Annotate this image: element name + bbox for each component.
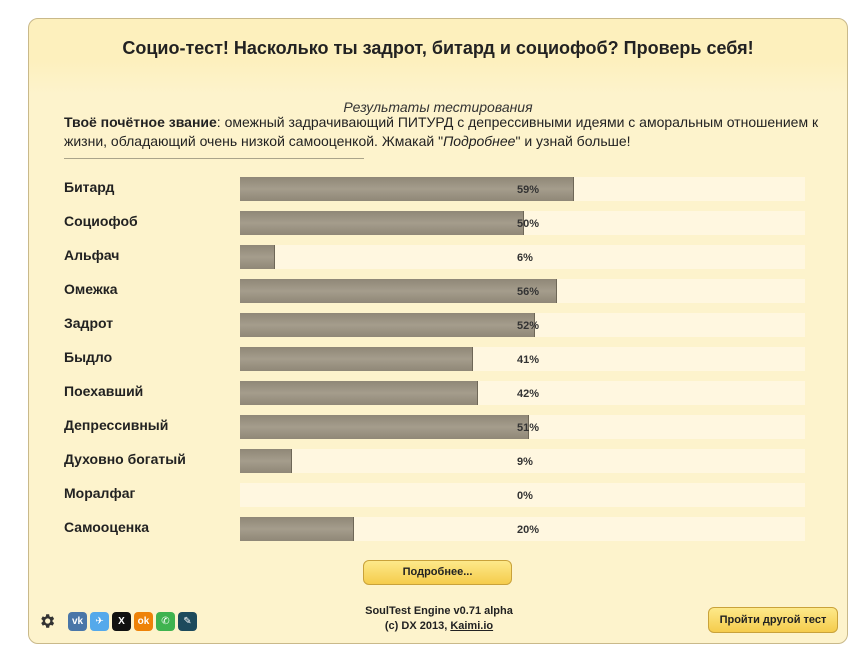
result-bar [240, 347, 473, 371]
result-bar [240, 245, 275, 269]
kaimi-link[interactable]: Kaimi.io [450, 620, 494, 632]
telegram-icon[interactable]: ✈ [90, 612, 109, 631]
result-label: Моралфаг [64, 485, 136, 501]
result-row [64, 516, 804, 550]
more-button[interactable]: Подробнее... [363, 560, 512, 585]
result-row [64, 482, 804, 516]
result-bar-track [240, 483, 805, 507]
rank-description: : омежный задрачивающий ПИТУРД с депрессивными идеями с аморальным отношением к жизни, обладающий очень низкой самооценкой. Жмакай " [64, 114, 819, 149]
result-row [64, 176, 804, 210]
result-label: Альфач [64, 247, 120, 263]
result-bar-track [240, 279, 805, 303]
result-bar [240, 279, 557, 303]
copyright-text: (c) DX 2013, [384, 620, 451, 632]
result-percent: 41% [517, 354, 540, 366]
whatsapp-icon[interactable]: ✆ [156, 612, 175, 631]
result-row [64, 380, 804, 414]
result-label: Задрот [64, 315, 114, 331]
result-label: Быдло [64, 349, 113, 365]
result-bar [240, 415, 529, 439]
result-row [64, 210, 804, 244]
results-subtitle: Результаты тестирования [343, 99, 533, 115]
result-bar-track [240, 517, 805, 541]
result-bar-track [240, 415, 805, 439]
result-label: Битард [64, 179, 115, 195]
result-bar-track [240, 381, 805, 405]
result-label: Социофоб [64, 213, 138, 229]
results-chart [64, 176, 804, 550]
result-percent: 56% [517, 286, 540, 298]
rank-more-ref: Подробнее [443, 133, 516, 149]
rank-text [64, 113, 824, 151]
result-label: Депрессивный [64, 417, 169, 433]
result-label: Поехавший [64, 383, 144, 399]
result-label: Омежка [64, 281, 118, 297]
results-card [28, 18, 848, 644]
result-bar [240, 313, 535, 337]
engine-version: SoulTest Engine v0.71 alpha [365, 605, 513, 617]
rank-label: Твоё почётное звание [64, 114, 217, 130]
result-bar-track [240, 347, 805, 371]
result-percent: 0% [517, 490, 533, 502]
engine-credits [329, 604, 549, 634]
result-bar [240, 381, 478, 405]
result-percent: 59% [517, 184, 540, 196]
gear-icon[interactable] [38, 612, 56, 630]
rank-description-end: " и узнай больше! [515, 133, 631, 149]
result-percent: 6% [517, 252, 533, 264]
result-percent: 50% [517, 218, 540, 230]
result-bar [240, 517, 354, 541]
result-bar [240, 211, 524, 235]
result-percent: 9% [517, 456, 533, 468]
result-row [64, 414, 804, 448]
page-title: Социо-тест! Насколько ты задрот, битард и социофоб? Проверь себя! [122, 38, 754, 58]
result-label: Самооценка [64, 519, 149, 535]
result-row [64, 244, 804, 278]
result-row [64, 346, 804, 380]
result-percent: 52% [517, 320, 540, 332]
result-row [64, 312, 804, 346]
x-icon[interactable]: X [112, 612, 131, 631]
result-label: Духовно богатый [64, 451, 186, 467]
vk-icon[interactable]: vk [68, 612, 87, 631]
result-row [64, 448, 804, 482]
result-percent: 20% [517, 524, 540, 536]
copyright [329, 619, 549, 634]
result-bar [240, 449, 292, 473]
other-test-button[interactable]: Пройти другой тест [708, 607, 838, 633]
result-bar-track [240, 313, 805, 337]
result-bar-track [240, 245, 805, 269]
result-percent: 51% [517, 422, 540, 434]
livejournal-icon[interactable]: ✎ [178, 612, 197, 631]
odnoklassniki-icon[interactable]: ok [134, 612, 153, 631]
divider [64, 158, 364, 159]
result-row [64, 278, 804, 312]
result-bar-track [240, 177, 805, 201]
result-bar-track [240, 449, 805, 473]
result-percent: 42% [517, 388, 540, 400]
result-bar-track [240, 211, 805, 235]
